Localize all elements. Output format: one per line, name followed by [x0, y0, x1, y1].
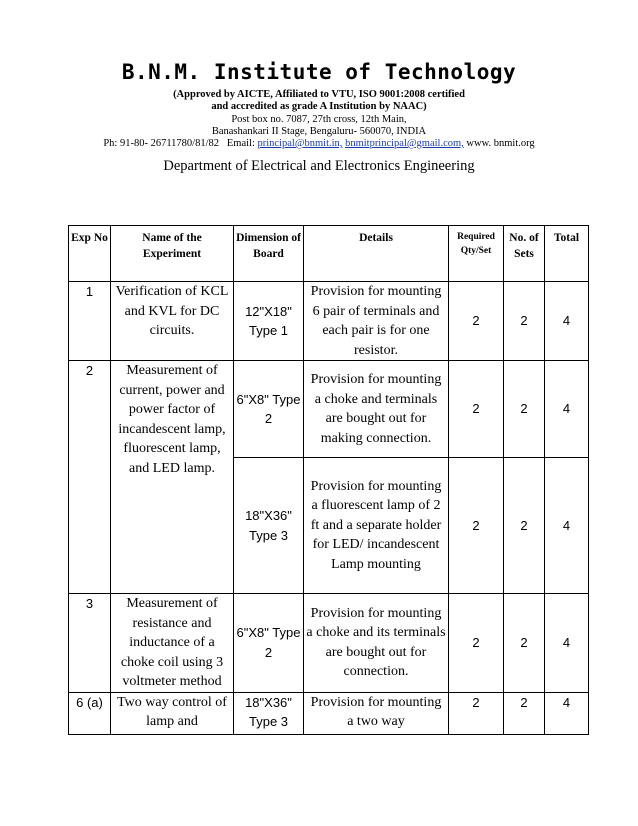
header-details: Details	[304, 226, 449, 282]
email-link-principal[interactable]: principal@bnmit.in,	[257, 138, 343, 149]
email-link-gmail[interactable]: bnmitprincipal@gmail.com,	[345, 138, 464, 149]
table-row	[69, 692, 589, 734]
row-sets: 2	[504, 282, 545, 361]
row-required: 2	[449, 361, 504, 458]
address-line: Banashankari II Stage, Bengaluru- 560070, INDIA	[211, 126, 427, 137]
row-total: 4	[545, 458, 589, 594]
row-required: 2	[449, 458, 504, 594]
accreditation-line: and accredited as grade A Institution by NAAC)	[211, 101, 427, 112]
row-details: Provision for mounting 6 pair of terminals and each pair is for one resistor.	[304, 282, 449, 361]
row-required: 2	[449, 594, 504, 693]
email-label: Email:	[226, 138, 255, 149]
phone-text: Ph: 91-80- 26711780/81/82	[103, 138, 220, 149]
contact-line	[0, 138, 638, 150]
row-dimension: 18"X36" Type 3	[234, 692, 304, 734]
header-name: Name of the Experiment	[111, 226, 234, 282]
row-exp-no: 3	[69, 594, 111, 693]
row-sets: 2	[504, 361, 545, 458]
row-dimension: 6"X8" Type 2	[234, 361, 304, 458]
website-text: www. bnmit.org	[466, 138, 535, 149]
row-experiment-name: Verification of KCL and KVL for DC circuits.	[111, 282, 234, 361]
table-row	[69, 594, 589, 693]
row-total: 4	[545, 282, 589, 361]
postbox-line: Post box no. 7087, 27th cross, 12th Main,	[231, 114, 407, 125]
header-required: Required Qty/Set	[449, 226, 504, 282]
header-sets: No. of Sets	[504, 226, 545, 282]
row-total: 4	[545, 594, 589, 693]
row-experiment-name: Two way control of lamp and	[111, 692, 234, 734]
row-exp-no: 6 (a)	[69, 692, 111, 734]
row-required: 2	[449, 282, 504, 361]
row-sets: 2	[504, 594, 545, 693]
row-details: Provision for mounting a fluorescent lamp of 2 ft and a separate holder for LED/ incandescent Lamp mounting	[304, 458, 449, 594]
approval-line: (Approved by AICTE, Affiliated to VTU, ISO 9001:2008 certified	[173, 89, 465, 100]
row-dimension: 18"X36" Type 3	[234, 458, 304, 594]
row-exp-no: 2	[69, 361, 111, 594]
row-details: Provision for mounting a choke and its terminals are bought out for connection.	[304, 594, 449, 693]
row-experiment-name: Measurement of resistance and inductance of a choke coil using 3 voltmeter method	[111, 594, 234, 693]
row-dimension: 6"X8" Type 2	[234, 594, 304, 693]
row-details: Provision for mounting a two way	[304, 692, 449, 734]
row-sets: 2	[504, 692, 545, 734]
header-dimension: Dimension of Board	[234, 226, 304, 282]
institute-title: B.N.M. Institute of Technology	[121, 60, 517, 84]
department-heading: Department of Electrical and Electronics Engineering	[163, 158, 475, 174]
row-experiment-name: Measurement of current, power and power factor of incandescent lamp, fluorescent lamp, and LED lamp.	[111, 361, 234, 594]
table-row	[69, 361, 589, 458]
header-total: Total	[545, 226, 589, 282]
table-header-row	[69, 226, 589, 282]
row-total: 4	[545, 361, 589, 458]
row-sets: 2	[504, 458, 545, 594]
row-required: 2	[449, 692, 504, 734]
row-exp-no: 1	[69, 282, 111, 361]
row-details: Provision for mounting a choke and terminals are bought out for making connection.	[304, 361, 449, 458]
header-exp-no: Exp No	[69, 226, 111, 282]
row-total: 4	[545, 692, 589, 734]
equipment-table	[68, 225, 589, 735]
row-dimension: 12"X18" Type 1	[234, 282, 304, 361]
table-row	[69, 282, 589, 361]
